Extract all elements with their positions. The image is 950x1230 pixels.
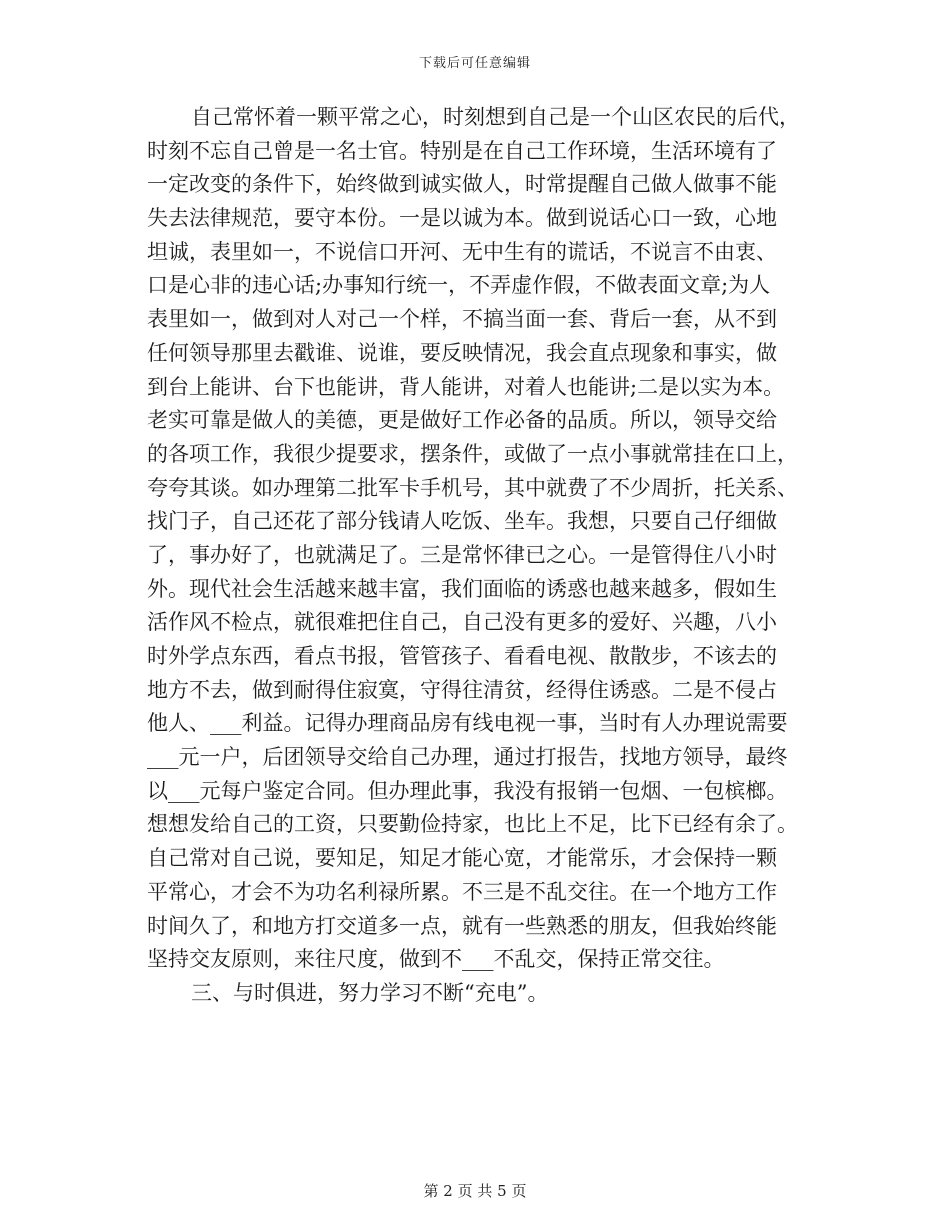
paragraph-line: 坦诚，表里如一，不说信口开河、无中生有的谎话，不说言不由衷、 bbox=[147, 239, 777, 264]
page-number: 第 2 页 共 5 页 bbox=[423, 1182, 527, 1200]
paragraph-line: 坚持交友原则，来往尺度，做到不___不乱交，保持正常交往。 bbox=[147, 947, 725, 972]
paragraph-line: 到台上能讲、台下也能讲，背人能讲，对着人也能讲;二是以实为本。 bbox=[147, 374, 785, 399]
paragraph-line: 一定改变的条件下，始终做到诚实做人，时常提醒自己做人做事不能 bbox=[147, 172, 777, 197]
paragraph-line: 找门子，自己还花了部分钱请人吃饭、坐车。我想，只要自己仔细做 bbox=[147, 509, 777, 534]
paragraph-line: 时外学点东西，看点书报，管管孩子、看看电视、散散步，不该去的 bbox=[147, 644, 777, 668]
paragraph-line: 地方不去，做到耐得住寂寞，守得往清贫，经得住诱惑。二是不侵占 bbox=[147, 677, 777, 702]
paragraph-line: 时间久了，和地方打交道多一点，就有一些熟悉的朋友，但我始终能 bbox=[147, 913, 777, 938]
paragraph-line: 平常心，才会不为功名利禄所累。不三是不乱交往。在一个地方工作 bbox=[147, 879, 777, 904]
paragraph-line: 自己常对自己说，要知足，知足才能心宽，才能常乐，才会保持一颗 bbox=[147, 846, 777, 871]
section-heading: 三、与时俱进，努力学习不断“充电”。 bbox=[191, 980, 549, 1005]
paragraph-line: 口是心非的违心话;办事知行统一，不弄虚作假，不做表面文章;为人 bbox=[147, 273, 771, 298]
paragraph-line: 夸夸其谈。如办理第二批军卡手机号，其中就费了不少周折，托关系、 bbox=[147, 475, 798, 500]
paragraph-line: 他人、___利益。记得办理商品房有线电视一事，当时有人办理说需要 bbox=[147, 711, 788, 736]
paragraph-line: ___元一户，后团领导交给自己办理，通过打报告，找地方领导，最终 bbox=[147, 745, 788, 770]
paragraph-line: 了，事办好了，也就满足了。三是常怀律已之心。一是管得住八小时 bbox=[147, 542, 777, 567]
paragraph-line: 表里如一，做到对人对己一个样，不搞当面一套、背后一套，从不到 bbox=[147, 307, 777, 332]
paragraph-line: 外。现代社会生活越来越丰富，我们面临的诱惑也越来越多，假如生 bbox=[147, 576, 777, 601]
paragraph-line: 以___元每户鉴定合同。但办理此事，我没有报销一包烟、一包槟榔。 bbox=[147, 778, 788, 803]
paragraph-line: 活作风不检点，就很难把住自己，自己没有更多的爱好、兴趣，八小 bbox=[147, 610, 777, 635]
paragraph-line: 任何领导那里去戳谁、说谁，要反映情况，我会直点现象和事实，做 bbox=[147, 340, 777, 365]
paragraph-line: 的各项工作，我很少提要求，摆条件，或做了一点小事就常挂在口上， bbox=[147, 441, 798, 466]
paragraph-line: 失去法律规范，要守本份。一是以诚为本。做到说话心口一致，心地 bbox=[147, 206, 777, 231]
page-header: 下载后可任意编辑 bbox=[418, 56, 531, 71]
document-body bbox=[147, 101, 807, 1011]
paragraph-line: 自己常怀着一颗平常之心，时刻想到自己是一个山区农民的后代， bbox=[191, 105, 800, 129]
paragraph-line: 想想发给自己的工资，只要勤俭持家，也比上不足，比下已经有余了。 bbox=[147, 812, 798, 837]
paragraph-line: 老实可靠是做人的美德，更是做好工作必备的品质。所以，领导交给 bbox=[147, 408, 777, 433]
paragraph-line: 时刻不忘自己曾是一名士官。特别是在自己工作环境，生活环境有了 bbox=[147, 138, 777, 163]
